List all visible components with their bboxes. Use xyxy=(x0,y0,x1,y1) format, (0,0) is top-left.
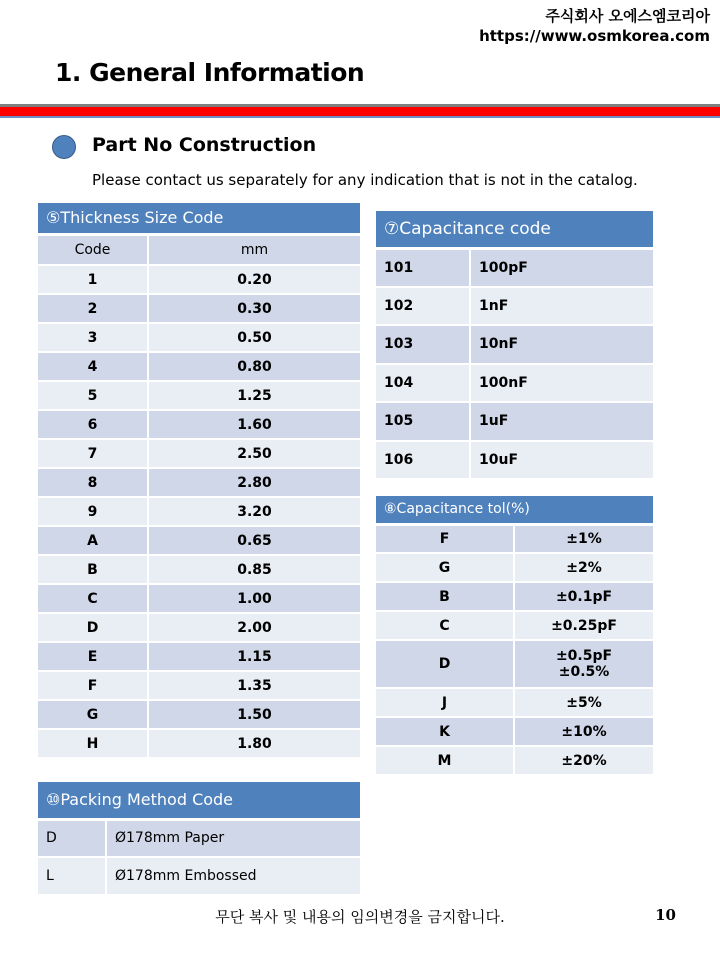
thickness-table-title: ⑤Thickness Size Code xyxy=(38,203,360,234)
tolerance-code-cell-text: G xyxy=(438,559,451,576)
thickness-code-cell xyxy=(38,671,148,700)
page-title: 1. General Information xyxy=(55,58,365,87)
thickness-mm-cell-text: 1.15 xyxy=(237,648,272,665)
thickness-mm-cell-text: 2.00 xyxy=(237,619,272,636)
company-website[interactable]: https://www.osmkorea.com xyxy=(479,27,710,45)
capacitance-value-cell-text: 1nF xyxy=(479,297,509,314)
tolerance-code-cell xyxy=(376,717,514,746)
thickness-code-cell-text: 5 xyxy=(87,387,98,404)
tolerance-value-cell-text: ±1% xyxy=(566,530,602,547)
thickness-mm-cell-text: 1.00 xyxy=(237,590,272,607)
thickness-code-cell-text: F xyxy=(87,677,98,694)
capacitance-code-cell xyxy=(376,325,470,364)
thickness-mm-cell xyxy=(148,497,360,526)
capacitance-code-cell-text: 102 xyxy=(384,297,414,314)
tolerance-code-cell-text: K xyxy=(439,723,450,740)
thickness-mm-cell-text: 0.65 xyxy=(237,532,272,549)
thickness-code-cell-text: D xyxy=(86,619,99,636)
thickness-mm-cell xyxy=(148,381,360,410)
thickness-code-cell xyxy=(38,410,148,439)
capacitance-value-cell-text: 100nF xyxy=(479,374,528,391)
tolerance-code-cell-text: D xyxy=(438,656,451,672)
section-title: Part No Construction xyxy=(92,134,317,156)
thickness-code-cell-text: 2 xyxy=(87,300,98,317)
capacitance-code-cell-text: 101 xyxy=(384,259,414,276)
tolerance-code-cell-text: J xyxy=(441,694,448,711)
capacitance-value-cell-text: 10uF xyxy=(479,451,519,468)
copyright-notice: 무단 복사 및 내용의 임의변경을 금지합니다. xyxy=(215,908,505,926)
thickness-code-cell xyxy=(38,555,148,584)
thickness-code-cell xyxy=(38,642,148,671)
thickness-mm-cell-text: 0.30 xyxy=(237,300,272,317)
tolerance-value-cell-text: ±10% xyxy=(561,723,607,740)
capacitance-code-cell xyxy=(376,441,470,480)
tolerance-value-cell xyxy=(514,717,653,746)
thickness-code-cell-text: 8 xyxy=(87,474,98,491)
thickness-mm-cell xyxy=(148,526,360,555)
table-row xyxy=(376,364,653,403)
tolerance-value-cell-text: ±2% xyxy=(566,559,602,576)
tolerance-code-cell-text: F xyxy=(439,530,450,547)
tolerance-table-title: ⑧Capacitance tol(%) xyxy=(376,496,653,524)
thickness-code-cell-text: E xyxy=(87,648,98,665)
capacitance-code-cell-text: 103 xyxy=(384,336,414,353)
thickness-code-cell xyxy=(38,294,148,323)
thickness-mm-cell xyxy=(148,468,360,497)
capacitance-code-cell xyxy=(376,402,470,441)
thickness-code-cell xyxy=(38,352,148,381)
thickness-mm-cell-text: 2.50 xyxy=(237,445,272,462)
thickness-mm-cell-text: 1.35 xyxy=(237,677,272,694)
capacitance-value-cell xyxy=(470,364,653,403)
tolerance-value-cell xyxy=(514,746,653,775)
thickness-mm-cell xyxy=(148,555,360,584)
tolerance-value-cell-text: ±0.25pF xyxy=(551,617,617,634)
capacitance-value-cell-text: 100pF xyxy=(479,259,528,276)
thickness-code-cell xyxy=(38,700,148,729)
capacitance-code-table xyxy=(376,211,653,480)
tolerance-value-cell xyxy=(514,582,653,611)
table-row xyxy=(376,746,653,775)
table-row xyxy=(38,555,360,584)
thickness-col-mm: mm xyxy=(148,234,360,265)
thickness-mm-cell-text: 2.80 xyxy=(237,474,272,491)
thickness-code-cell xyxy=(38,468,148,497)
table-row xyxy=(38,819,360,857)
tolerance-value-cell xyxy=(514,611,653,640)
thickness-mm-cell xyxy=(148,729,360,758)
table-row xyxy=(376,640,653,688)
table-row xyxy=(38,584,360,613)
table-row xyxy=(376,611,653,640)
thickness-code-cell xyxy=(38,584,148,613)
capacitance-value-cell xyxy=(470,402,653,441)
table-row xyxy=(38,265,360,294)
tolerance-code-cell xyxy=(376,611,514,640)
thickness-mm-cell xyxy=(148,410,360,439)
thickness-code-cell xyxy=(38,381,148,410)
thickness-code-cell-text: C xyxy=(87,590,98,607)
capacitance-code-cell xyxy=(376,364,470,403)
table-row xyxy=(376,553,653,582)
table-row xyxy=(38,613,360,642)
thickness-mm-cell xyxy=(148,642,360,671)
tolerance-value-cell xyxy=(514,553,653,582)
packing-code-cell-text: D xyxy=(46,830,57,847)
thickness-code-cell-text: 3 xyxy=(87,329,98,346)
table-row xyxy=(38,526,360,555)
tolerance-value-cell-text: ±0.1pF xyxy=(555,588,613,605)
capacitance-code-cell-text: 105 xyxy=(384,413,414,430)
table-row xyxy=(376,717,653,746)
tolerance-code-cell xyxy=(376,688,514,717)
thickness-mm-cell xyxy=(148,671,360,700)
packing-value-cell-text: Ø178mm Paper xyxy=(115,830,225,847)
tolerance-code-cell xyxy=(376,746,514,775)
packing-value-cell-text: Ø178mm Embossed xyxy=(115,868,257,884)
thickness-mm-cell-text: 1.80 xyxy=(237,735,272,752)
thickness-code-cell xyxy=(38,729,148,758)
thickness-code-cell-text: 7 xyxy=(87,445,98,462)
section-note: Please contact us separately for any indication that is not in the catalog. xyxy=(92,171,638,189)
packing-table xyxy=(38,782,360,896)
capacitance-value-cell xyxy=(470,248,653,287)
thickness-mm-cell xyxy=(148,584,360,613)
thickness-code-cell-text: 6 xyxy=(87,416,98,433)
thickness-mm-cell xyxy=(148,323,360,352)
thickness-code-cell-text: G xyxy=(86,706,99,723)
table-row xyxy=(38,323,360,352)
table-row xyxy=(38,410,360,439)
thickness-code-cell-text: B xyxy=(87,561,98,578)
packing-code-cell xyxy=(38,819,106,857)
thickness-code-cell xyxy=(38,323,148,352)
tolerance-code-cell-text: B xyxy=(439,588,450,605)
table-row xyxy=(376,441,653,480)
capacitance-code-cell-text: 104 xyxy=(384,374,414,391)
table-row xyxy=(376,325,653,364)
table-row xyxy=(38,294,360,323)
capacitance-code-cell xyxy=(376,248,470,287)
thickness-code-cell-text: A xyxy=(87,532,98,549)
thickness-mm-cell xyxy=(148,294,360,323)
thickness-table xyxy=(38,203,360,759)
tolerance-code-cell xyxy=(376,582,514,611)
thickness-code-cell xyxy=(38,439,148,468)
thickness-mm-cell-text: 3.20 xyxy=(237,503,272,520)
capacitance-table-title: ⑦Capacitance code xyxy=(376,211,653,248)
tolerance-value-cell xyxy=(514,640,653,688)
tolerance-value-cell xyxy=(514,524,653,553)
company-header xyxy=(479,6,710,46)
capacitance-value-cell-text: 1uF xyxy=(479,413,509,430)
table-row xyxy=(38,439,360,468)
thickness-code-cell xyxy=(38,265,148,294)
table-row xyxy=(38,729,360,758)
tolerance-value-cell-text: ±5% xyxy=(566,694,602,711)
table-row xyxy=(38,671,360,700)
thickness-mm-cell-text: 0.80 xyxy=(237,358,272,375)
capacitance-value-cell xyxy=(470,287,653,326)
thickness-mm-cell xyxy=(148,352,360,381)
capacitance-code-cell xyxy=(376,287,470,326)
packing-value-cell xyxy=(106,819,360,857)
tolerance-code-cell-text: M xyxy=(437,752,452,769)
thickness-code-cell-text: 9 xyxy=(87,503,98,520)
table-row xyxy=(376,248,653,287)
table-row xyxy=(376,524,653,553)
tolerance-code-cell xyxy=(376,553,514,582)
tolerance-table xyxy=(376,496,653,776)
capacitance-value-cell-text: 10nF xyxy=(479,336,519,353)
thickness-code-cell-text: H xyxy=(86,735,99,752)
table-row xyxy=(376,287,653,326)
tolerance-value-cell xyxy=(514,688,653,717)
table-row xyxy=(38,381,360,410)
thickness-mm-cell-text: 1.25 xyxy=(237,387,272,404)
table-row xyxy=(38,857,360,895)
tolerance-value-cell-text: ±20% xyxy=(561,752,607,769)
thickness-mm-cell-text: 1.60 xyxy=(237,416,272,433)
table-row xyxy=(376,688,653,717)
tolerance-value-cell-text: ±0.5pF xyxy=(555,648,613,664)
thickness-mm-cell xyxy=(148,265,360,294)
table-row xyxy=(38,468,360,497)
capacitance-value-cell xyxy=(470,441,653,480)
tolerance-code-cell-text: C xyxy=(439,617,450,634)
table-row xyxy=(38,700,360,729)
table-row xyxy=(376,402,653,441)
capacitance-code-cell-text: 106 xyxy=(384,451,414,468)
tolerance-code-cell xyxy=(376,524,514,553)
thickness-mm-cell-text: 1.50 xyxy=(237,706,272,723)
thickness-mm-cell xyxy=(148,700,360,729)
circle-bullet-icon xyxy=(52,135,76,159)
thickness-code-cell xyxy=(38,613,148,642)
thickness-col-code: Code xyxy=(38,234,148,265)
thickness-mm-cell-text: 0.85 xyxy=(237,561,272,578)
thickness-mm-cell-text: 0.50 xyxy=(237,329,272,346)
table-row xyxy=(38,352,360,381)
thickness-code-cell xyxy=(38,497,148,526)
thickness-code-cell-text: 4 xyxy=(87,358,98,375)
page-number: 10 xyxy=(655,906,676,924)
capacitance-value-cell xyxy=(470,325,653,364)
company-name: 주식회사 오에스엠코리아 xyxy=(545,7,710,25)
packing-code-cell-text: L xyxy=(46,868,54,884)
header-divider xyxy=(0,104,720,118)
thickness-code-cell xyxy=(38,526,148,555)
packing-code-cell xyxy=(38,857,106,895)
tolerance-value-cell-text: ±0.5% xyxy=(558,664,610,680)
thickness-mm-cell-text: 0.20 xyxy=(237,271,272,288)
table-row xyxy=(38,497,360,526)
table-row xyxy=(376,582,653,611)
tolerance-code-cell xyxy=(376,640,514,688)
thickness-mm-cell xyxy=(148,613,360,642)
thickness-mm-cell xyxy=(148,439,360,468)
packing-table-title: ⑩Packing Method Code xyxy=(38,782,360,819)
table-row xyxy=(38,642,360,671)
thickness-code-cell-text: 1 xyxy=(87,271,98,288)
packing-value-cell xyxy=(106,857,360,895)
